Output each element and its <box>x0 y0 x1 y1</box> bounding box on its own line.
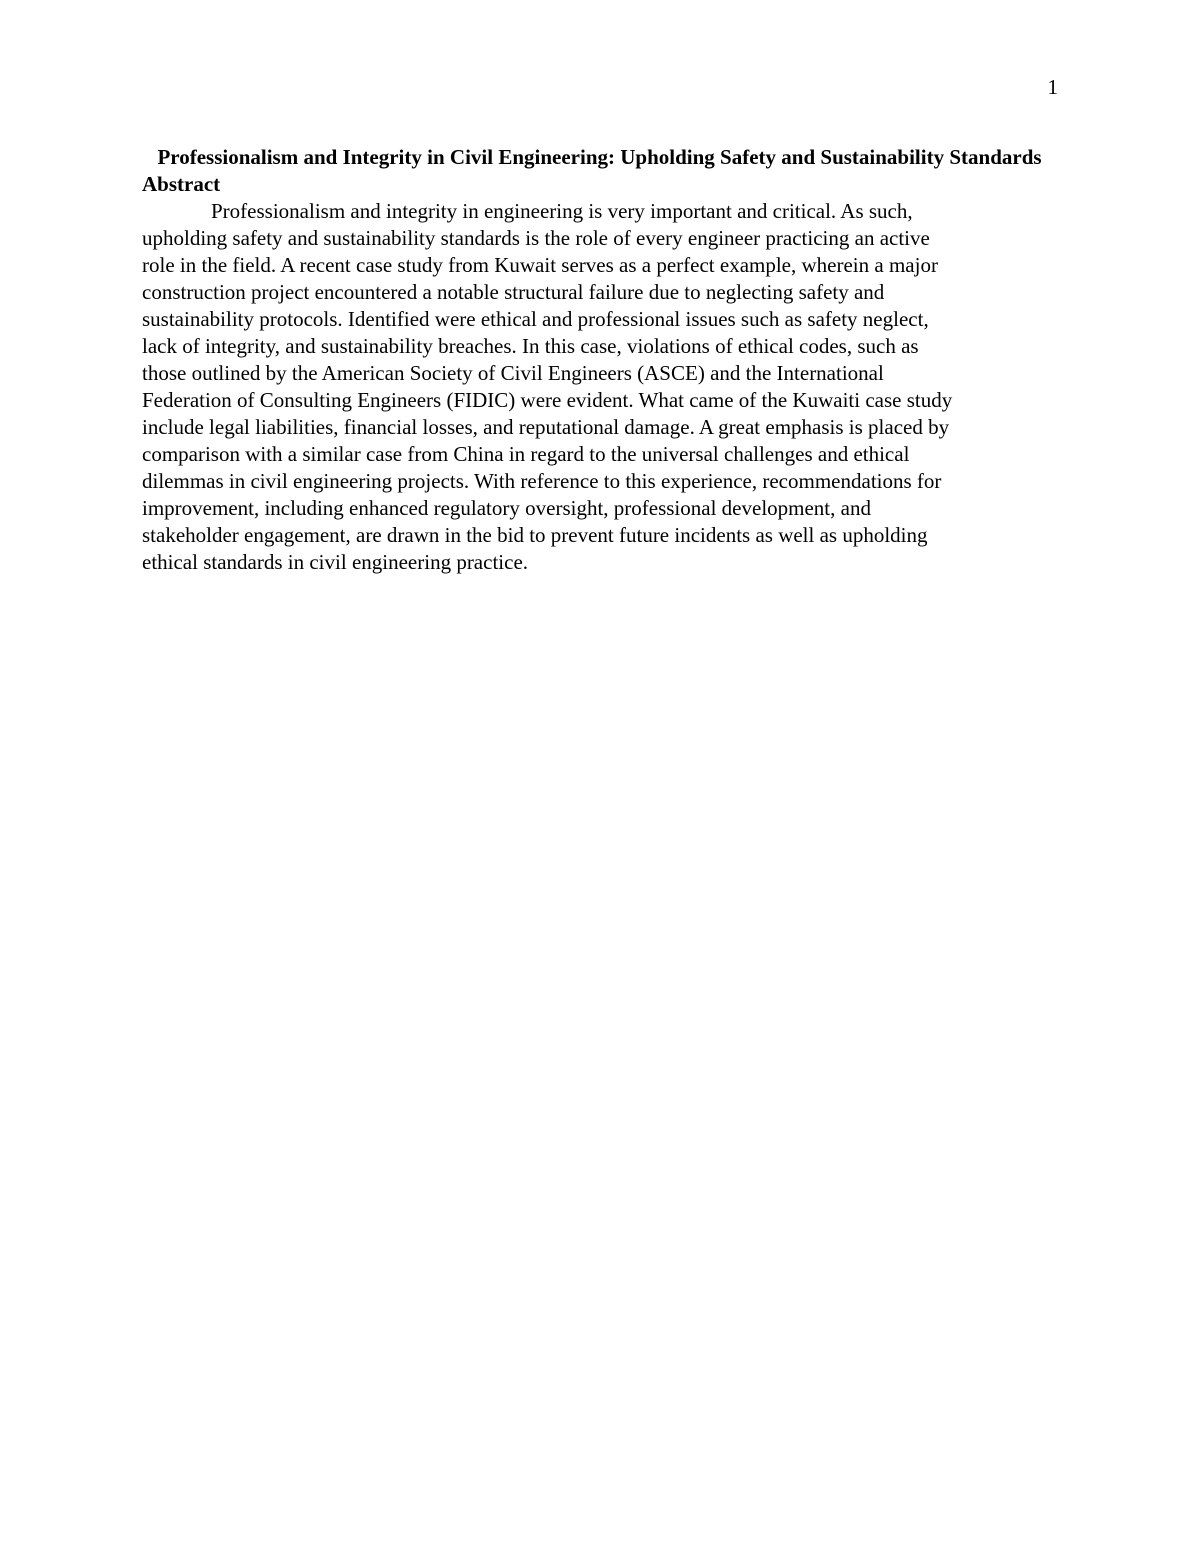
abstract-line: include legal liabilities, financial losses, and reputational damage. A great emphasis is placed by <box>142 415 950 439</box>
abstract-line: lack of integrity, and sustainability breaches. In this case, violations of ethical codes, such as <box>142 334 919 358</box>
abstract-line: sustainability protocols. Identified were ethical and professional issues such as safety neglect, <box>142 307 929 331</box>
abstract-line: role in the field. A recent case study from Kuwait serves as a perfect example, wherein a major <box>142 253 938 277</box>
abstract-heading: Abstract <box>142 172 221 196</box>
abstract-paragraph <box>142 198 1057 576</box>
abstract-line: improvement, including enhanced regulatory oversight, professional development, and <box>142 496 871 520</box>
abstract-line: Professionalism and integrity in engineering is very important and critical. As such, <box>211 199 913 223</box>
page-number: 1 <box>1047 75 1058 99</box>
abstract-line: dilemmas in civil engineering projects. With reference to this experience, recommendations for <box>142 469 942 493</box>
abstract-line: ethical standards in civil engineering practice. <box>142 550 529 574</box>
abstract-line: stakeholder engagement, are drawn in the bid to prevent future incidents as well as upholding <box>142 523 928 547</box>
abstract-line: Federation of Consulting Engineers (FIDIC) were evident. What came of the Kuwaiti case study <box>142 388 953 412</box>
abstract-line: comparison with a similar case from China in regard to the universal challenges and ethical <box>142 442 910 466</box>
abstract-line: those outlined by the American Society of Civil Engineers (ASCE) and the International <box>142 361 884 385</box>
abstract-line: construction project encountered a notable structural failure due to neglecting safety and <box>142 280 885 304</box>
document-title: Professionalism and Integrity in Civil Engineering: Upholding Safety and Sustainability Standards <box>157 145 1042 169</box>
abstract-line: upholding safety and sustainability standards is the role of every engineer practicing an active <box>142 226 930 250</box>
document-content <box>142 144 1057 576</box>
